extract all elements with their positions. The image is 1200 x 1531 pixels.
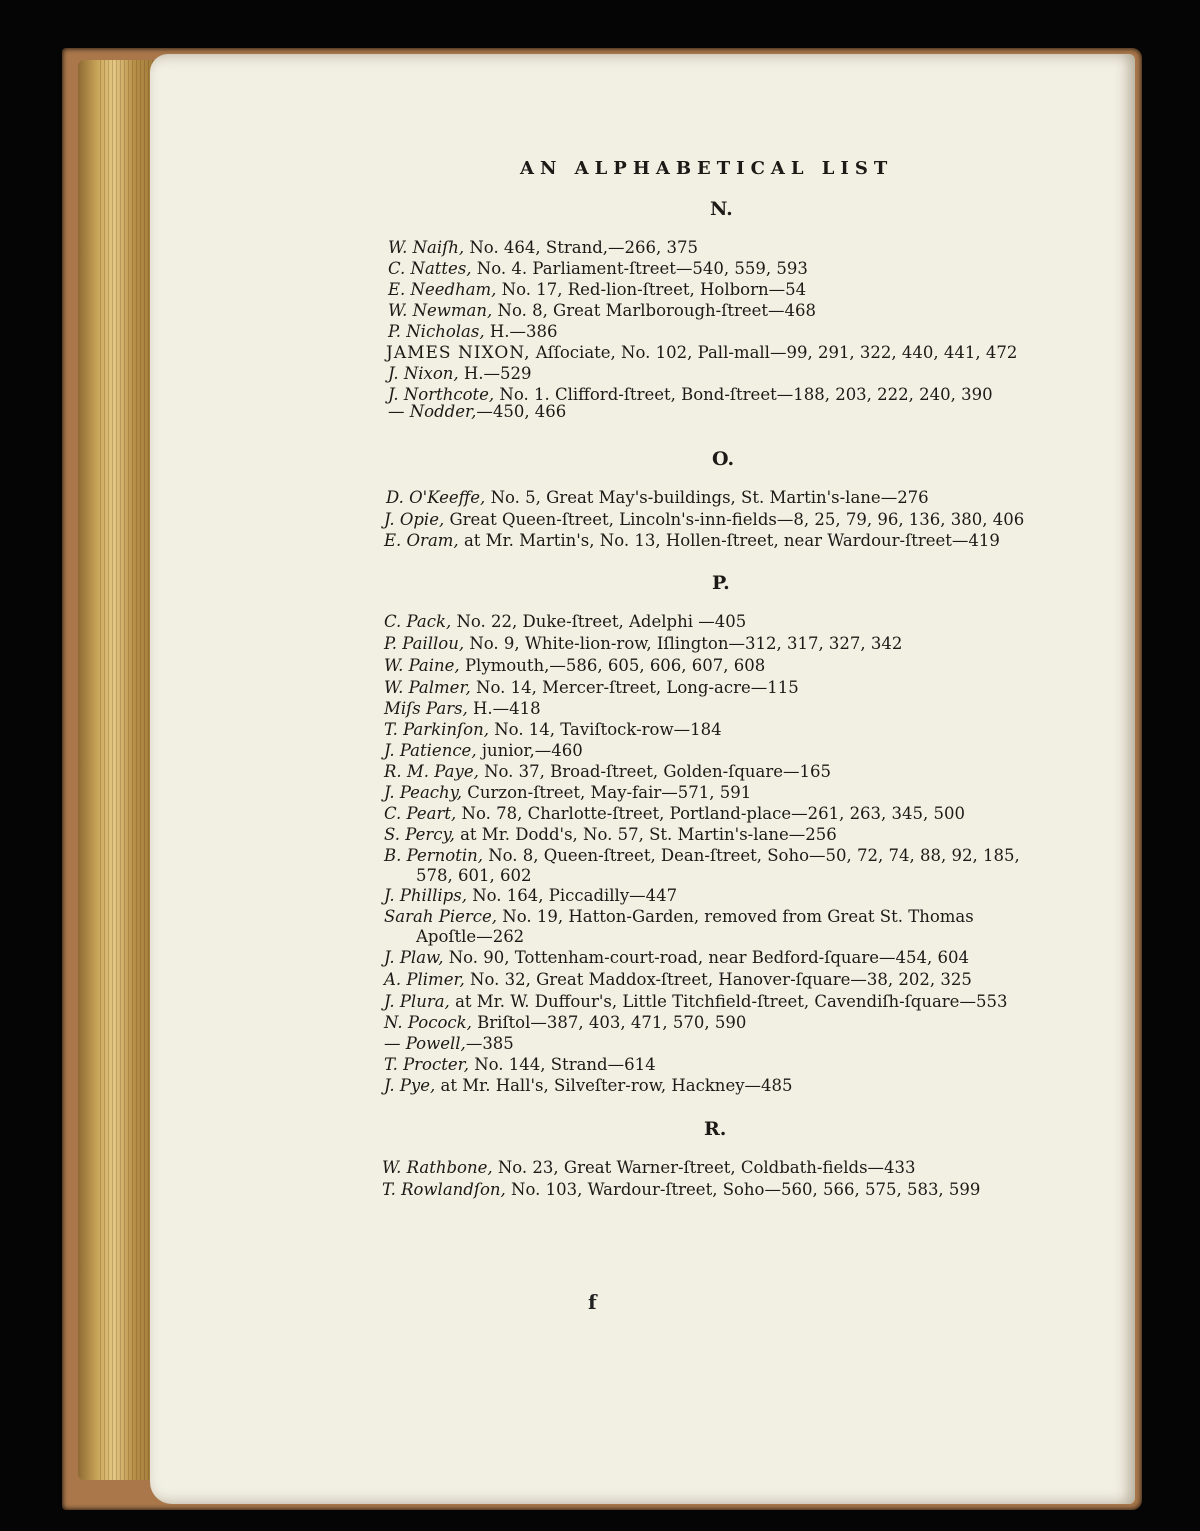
entry-name: C. Nattes, xyxy=(388,259,472,278)
entry-detail: No. 8, Queen-ſtreet, Dean-ſtreet, Soho—50, 72, 74, 88, 92, 185, xyxy=(488,846,1020,865)
list-entry xyxy=(384,1076,793,1096)
entry-detail: Aſſociate, No. 102, Pall-mall—99, 291, 322, 440, 441, 472 xyxy=(535,343,1018,362)
list-entry xyxy=(384,846,1020,866)
list-entry xyxy=(382,1180,980,1200)
entry-name: E. Needham, xyxy=(388,280,497,299)
entry-detail: No. 14, Mercer-ſtreet, Long-acre—115 xyxy=(476,678,799,697)
entry-detail: No. 8, Great Marlborough-ſtreet—468 xyxy=(497,301,816,320)
entry-detail: H.—386 xyxy=(489,322,558,341)
entry-detail: Great Queen-ſtreet, Lincoln's-inn-fields—8, 25, 79, 96, 136, 380, 406 xyxy=(449,510,1025,529)
list-entry xyxy=(384,634,902,654)
list-entry xyxy=(386,488,929,508)
entry-detail: No. 144, Strand—614 xyxy=(474,1055,656,1074)
entry-detail: at Mr. Martin's, No. 13, Hollen-ſtreet, near Wardour-ſtreet—419 xyxy=(463,531,1000,550)
entry-detail: junior,—460 xyxy=(481,741,583,760)
list-entry xyxy=(384,907,974,927)
entry-detail: No. 164, Piccadilly—447 xyxy=(472,886,678,905)
entry-detail: No. 90, Tottenham-court-road, near Bedford-ſquare—454, 604 xyxy=(448,948,970,967)
entry-name: W. Palmer, xyxy=(384,678,471,697)
entry-name: W. Rathbone, xyxy=(382,1158,493,1177)
entry-name: P. Nicholas, xyxy=(388,322,485,341)
entry-name: C. Peart, xyxy=(384,804,457,823)
entry-name: T. Procter, xyxy=(384,1055,469,1074)
entry-name: J. Phillips, xyxy=(384,886,467,905)
printers-mark: f xyxy=(588,1290,597,1314)
list-entry xyxy=(384,699,541,719)
entry-name: Sarah Pierce, xyxy=(384,907,498,926)
list-entry xyxy=(388,364,532,384)
list-entry xyxy=(388,238,698,258)
entry-detail: No. 4. Parliament-ſtreet—540, 559, 593 xyxy=(476,259,808,278)
entry-name: Miſs Pars, xyxy=(384,699,468,718)
section-letter-r: R. xyxy=(704,1118,727,1140)
entry-name: W. Newman, xyxy=(388,301,493,320)
section-letter-o: O. xyxy=(712,448,735,470)
entry-detail: H.—418 xyxy=(473,699,541,718)
entry-detail: No. 14, Taviſtock-row—184 xyxy=(494,720,722,739)
entry-detail: No. 23, Great Warner-ſtreet, Coldbath-fields—433 xyxy=(497,1158,916,1177)
list-entry xyxy=(384,804,965,824)
entry-name: A. Plimer, xyxy=(384,970,465,989)
list-entry xyxy=(386,343,1017,363)
entry-name: JAMES NIXON, xyxy=(386,343,531,363)
entry-name: W. Paine, xyxy=(384,656,460,675)
entry-detail: —385 xyxy=(465,1034,514,1053)
entry-detail: No. 103, Wardour-ſtreet, Soho—560, 566, 575, 583, 599 xyxy=(511,1180,981,1199)
entry-name: J. Peachy, xyxy=(384,783,463,802)
entry-name: P. Paillou, xyxy=(384,634,465,653)
list-entry xyxy=(388,280,806,300)
entry-name: J. Pye, xyxy=(384,1076,436,1095)
list-entry xyxy=(382,1158,916,1178)
list-entry xyxy=(388,301,816,321)
section-letter-p: P. xyxy=(712,572,730,594)
entry-detail: Curzon-ſtreet, May-fair—571, 591 xyxy=(467,783,752,802)
entry-detail: Plymouth,—586, 605, 606, 607, 608 xyxy=(464,656,766,675)
list-entry xyxy=(384,1034,514,1054)
entry-detail: Apoſtle—262 xyxy=(416,927,525,946)
entry-detail: at Mr. Hall's, Silveſter-row, Hackney—485 xyxy=(440,1076,793,1095)
list-entry xyxy=(388,402,566,422)
list-entry xyxy=(388,322,557,342)
list-entry xyxy=(384,1055,656,1075)
entry-name: J. Patience, xyxy=(384,741,477,760)
entry-detail: No. 17, Red-lion-ſtreet, Holborn—54 xyxy=(501,280,807,299)
entry-detail: No. 19, Hatton-Garden, removed from Great St. Thomas xyxy=(502,907,974,926)
entry-name: R. M. Paye, xyxy=(384,762,479,781)
entry-name: E. Oram, xyxy=(384,531,459,550)
entry-name: C. Pack, xyxy=(384,612,452,631)
list-entry xyxy=(384,762,831,782)
entry-detail: No. 464, Strand,—266, 375 xyxy=(469,238,698,257)
entry-name: T. Rowlandſon, xyxy=(382,1180,506,1199)
page-title: AN ALPHABETICAL LIST xyxy=(520,158,894,179)
list-entry xyxy=(384,1013,746,1033)
entry-name: D. O'Keeffe, xyxy=(386,488,486,507)
entry-name: W. Naiſh, xyxy=(388,238,465,257)
list-entry xyxy=(384,510,1024,530)
list-entry xyxy=(384,720,722,740)
entry-name: T. Parkinſon, xyxy=(384,720,489,739)
entry-name: B. Pernotin, xyxy=(384,846,483,865)
entry-detail: No. 5, Great May's-buildings, St. Martin's-lane—276 xyxy=(490,488,929,507)
entry-name: J. Plura, xyxy=(384,992,450,1011)
entry-detail: 578, 601, 602 xyxy=(416,866,532,885)
list-entry xyxy=(384,678,799,698)
entry-name: N. Pocock, xyxy=(384,1013,472,1032)
entry-detail: H.—529 xyxy=(463,364,532,383)
list-entry xyxy=(384,656,765,676)
list-entry xyxy=(384,886,677,906)
entry-name: J. Nixon, xyxy=(388,364,459,383)
entry-detail: No. 37, Broad-ſtreet, Golden-ſquare—165 xyxy=(484,762,832,781)
list-entry xyxy=(384,992,1007,1012)
entry-name: — Nodder, xyxy=(388,402,477,421)
entry-name: S. Percy, xyxy=(384,825,455,844)
entry-detail: No. 9, White-lion-row, Iſlington—312, 317, 327, 342 xyxy=(469,634,903,653)
entry-detail: at Mr. Dodd's, No. 57, St. Martin's-lane—256 xyxy=(460,825,837,844)
entry-detail: —450, 466 xyxy=(476,402,567,421)
entry-name: J. Opie, xyxy=(384,510,445,529)
entry-detail: No. 1. Clifford-ſtreet, Bond-ſtreet—188, 203, 222, 240, 390 xyxy=(499,385,993,404)
entry-name: J. Plaw, xyxy=(384,948,444,967)
list-entry xyxy=(384,970,972,990)
entry-detail: No. 78, Charlotte-ſtreet, Portland-place—261, 263, 345, 500 xyxy=(461,804,966,823)
list-entry-continuation xyxy=(416,927,524,947)
entry-detail: Briſtol—387, 403, 471, 570, 590 xyxy=(477,1013,747,1032)
list-entry-continuation xyxy=(416,866,531,886)
entry-detail: No. 22, Duke-ſtreet, Adelphi —405 xyxy=(456,612,747,631)
list-entry xyxy=(384,825,837,845)
entry-detail: No. 32, Great Maddox-ſtreet, Hanover-ſquare—38, 202, 325 xyxy=(470,970,972,989)
list-entry xyxy=(384,783,751,803)
section-letter-n: N. xyxy=(710,198,733,220)
list-entry xyxy=(384,741,583,761)
entry-name: — Powell, xyxy=(384,1034,466,1053)
entry-name: J. Northcote, xyxy=(388,385,495,404)
list-entry xyxy=(384,531,1000,551)
list-entry xyxy=(384,948,969,968)
list-entry xyxy=(388,259,808,279)
entry-detail: at Mr. W. Duffour's, Little Titchfield-ſtreet, Cavendiſh-ſquare—553 xyxy=(455,992,1008,1011)
list-entry xyxy=(384,612,746,632)
